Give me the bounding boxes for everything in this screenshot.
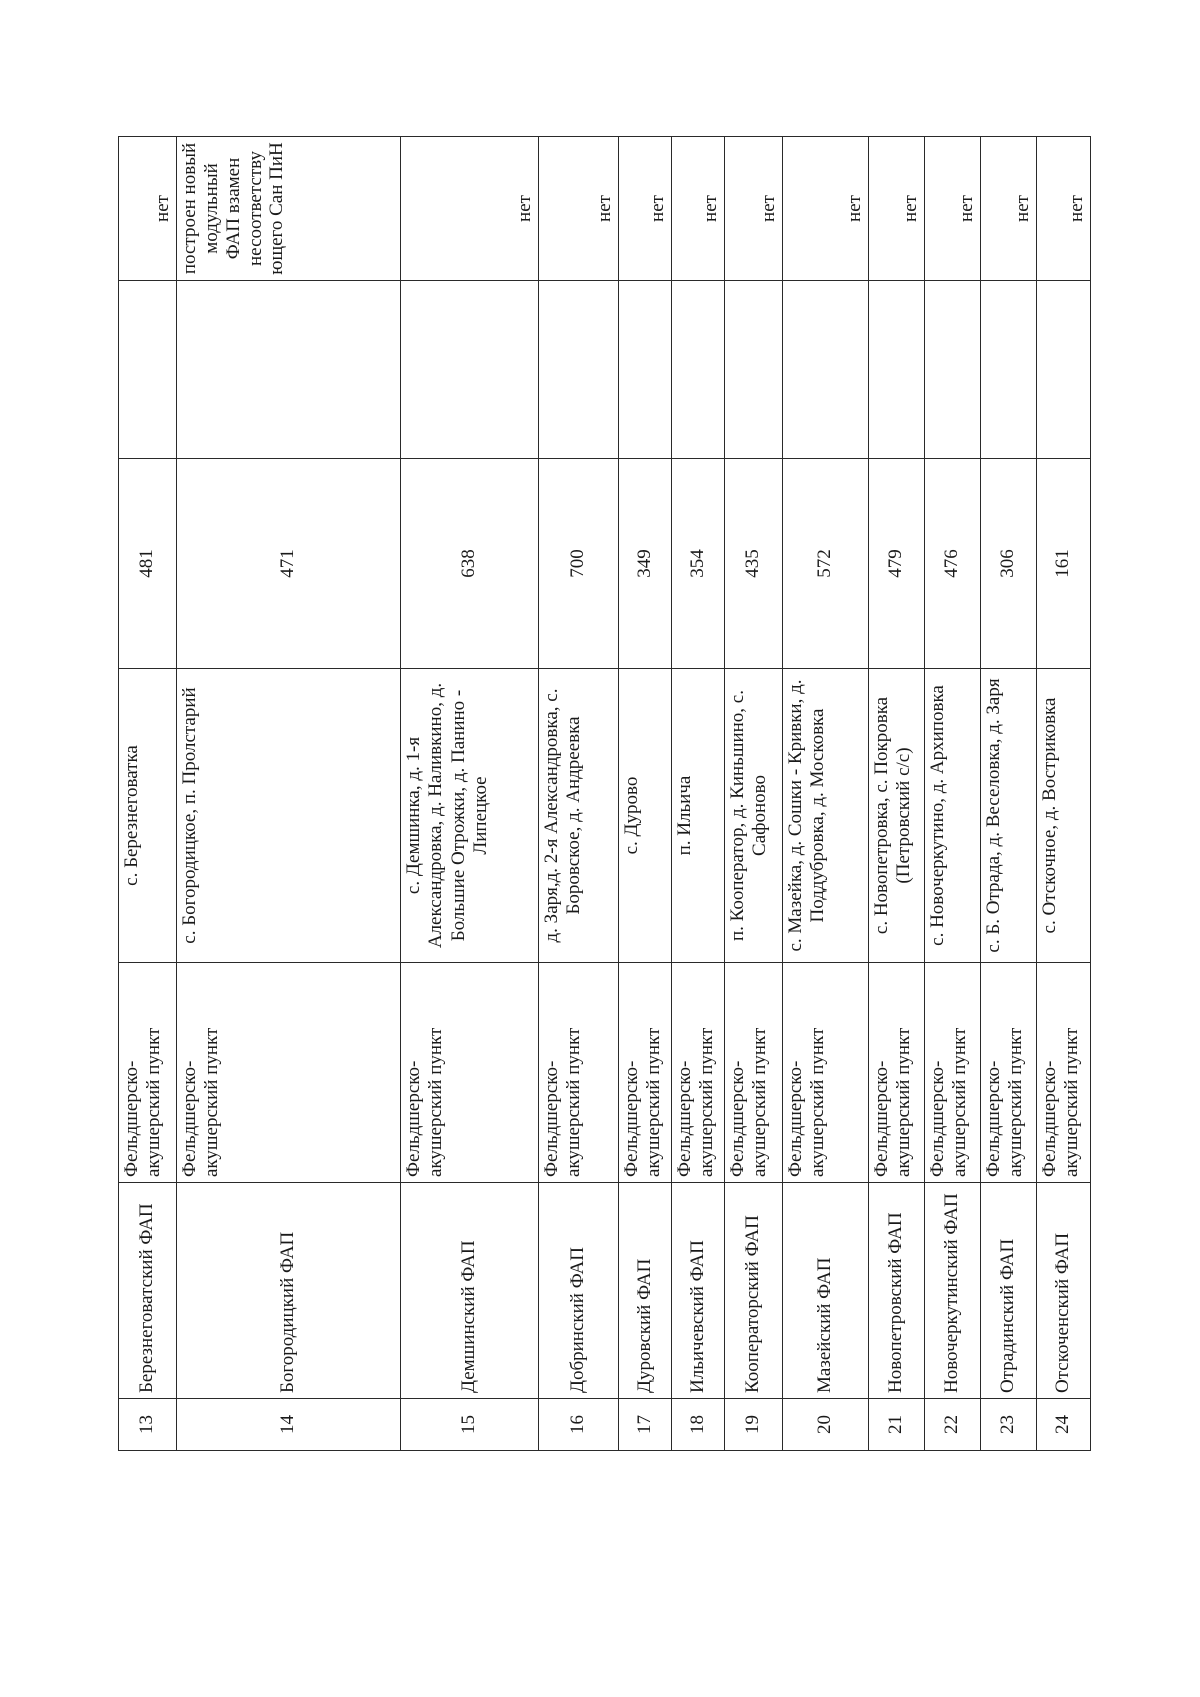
row-number: 19 — [725, 1399, 783, 1451]
fap-name: Богородицкий ФАП — [177, 1183, 401, 1399]
institution-type: Фельдшерско-акушерский пункт — [672, 963, 725, 1183]
fap-name: Демшинский ФАП — [401, 1183, 539, 1399]
fap-name: Отскоченский ФАП — [1037, 1183, 1091, 1399]
empty-cell — [783, 281, 869, 459]
institution-type: Фельдшерско-акушерский пункт — [869, 963, 925, 1183]
served-localities: с. Березнеговатка — [119, 669, 177, 963]
table-row — [539, 137, 619, 1451]
empty-cell — [177, 281, 401, 459]
institution-type: Фельдшерско-акушерский пункт — [783, 963, 869, 1183]
population-count: 638 — [401, 459, 539, 669]
served-localities: с. Новопетровка, с. Покровка (Петровский с/с) — [869, 669, 925, 963]
population-count: 572 — [783, 459, 869, 669]
population-count: 349 — [619, 459, 672, 669]
fap-name: Отрадинский ФАП — [981, 1183, 1037, 1399]
note-cell: нет — [925, 137, 981, 281]
table-row — [119, 137, 177, 1451]
served-localities: п. Ильича — [672, 669, 725, 963]
row-number: 21 — [869, 1399, 925, 1451]
population-count: 435 — [725, 459, 783, 669]
row-number: 22 — [925, 1399, 981, 1451]
fap-name: Новочеркутинский ФАП — [925, 1183, 981, 1399]
table-row — [1037, 137, 1091, 1451]
served-localities: с. Дурово — [619, 669, 672, 963]
note-cell: нет — [1037, 137, 1091, 281]
served-localities: с. Демшинка, д. 1-я Александровка, д. Наливкино, д. Большие Отрожки, д. Панино - Липецкое — [401, 669, 539, 963]
table-row — [925, 137, 981, 1451]
empty-cell — [672, 281, 725, 459]
fap-name: Новопетровский ФАП — [869, 1183, 925, 1399]
population-count: 700 — [539, 459, 619, 669]
empty-cell — [619, 281, 672, 459]
note-cell: нет — [783, 137, 869, 281]
institution-type: Фельдшерско-акушерский пункт — [1037, 963, 1091, 1183]
empty-cell — [539, 281, 619, 459]
institution-type: Фельдшерско-акушерский пункт — [539, 963, 619, 1183]
table-row — [869, 137, 925, 1451]
institution-type: Фельдшерско-акушерский пункт — [925, 963, 981, 1183]
table-row — [401, 137, 539, 1451]
population-count: 354 — [672, 459, 725, 669]
institution-type: Фельдшерско-акушерский пункт — [177, 963, 401, 1183]
served-localities: с. Новочеркутино, д. Архиповка — [925, 669, 981, 963]
note-cell: нет — [539, 137, 619, 281]
note-cell: нет — [619, 137, 672, 281]
row-number: 23 — [981, 1399, 1037, 1451]
table-row — [672, 137, 725, 1451]
note-cell: нет — [981, 137, 1037, 281]
row-number: 13 — [119, 1399, 177, 1451]
note-cell: нет — [401, 137, 539, 281]
row-number: 14 — [177, 1399, 401, 1451]
table-row — [981, 137, 1037, 1451]
row-number: 15 — [401, 1399, 539, 1451]
institution-type: Фельдшерско-акушерский пункт — [725, 963, 783, 1183]
empty-cell — [119, 281, 177, 459]
empty-cell — [725, 281, 783, 459]
fap-name: Кооператорский ФАП — [725, 1183, 783, 1399]
served-localities: д. Заря,д. 2-я Александровка, с. Боровское, д. Андреевка — [539, 669, 619, 963]
row-number: 16 — [539, 1399, 619, 1451]
served-localities: с. Б. Отрада, д. Веселовка, д. Заря — [981, 669, 1037, 963]
table-row — [177, 137, 401, 1451]
population-count: 479 — [869, 459, 925, 669]
institution-type: Фельдшерско-акушерский пункт — [619, 963, 672, 1183]
note-cell: построен новый модульный ФАП взамен несоответству ющего Сан ПиН — [177, 137, 401, 281]
note-cell: нет — [869, 137, 925, 281]
empty-cell — [1037, 281, 1091, 459]
fap-table — [118, 136, 1091, 1451]
institution-type: Фельдшерско-акушерский пункт — [981, 963, 1037, 1183]
note-cell: нет — [672, 137, 725, 281]
served-localities: с. Богородицкое, п. Пролстарий — [177, 669, 401, 963]
population-count: 476 — [925, 459, 981, 669]
fap-name: Добринский ФАП — [539, 1183, 619, 1399]
empty-cell — [981, 281, 1037, 459]
empty-cell — [401, 281, 539, 459]
served-localities: п. Кооператор, д. Киньшино, с. Сафоново — [725, 669, 783, 963]
row-number: 20 — [783, 1399, 869, 1451]
fap-name: Дуровский ФАП — [619, 1183, 672, 1399]
fap-name: Березнеговатский ФАП — [119, 1183, 177, 1399]
population-count: 481 — [119, 459, 177, 669]
population-count: 161 — [1037, 459, 1091, 669]
empty-cell — [925, 281, 981, 459]
population-count: 306 — [981, 459, 1037, 669]
empty-cell — [869, 281, 925, 459]
table-row — [725, 137, 783, 1451]
rotated-table-wrapper — [118, 137, 1087, 1451]
table-row — [783, 137, 869, 1451]
institution-type: Фельдшерско-акушерский пункт — [401, 963, 539, 1183]
institution-type: Фельдшерско-акушерский пункт — [119, 963, 177, 1183]
row-number: 17 — [619, 1399, 672, 1451]
row-number: 18 — [672, 1399, 725, 1451]
fap-name: Ильичевский ФАП — [672, 1183, 725, 1399]
table-row — [619, 137, 672, 1451]
served-localities: с. Мазейка, д. Сошки - Кривки, д. Поддубровка, д. Московка — [783, 669, 869, 963]
row-number: 24 — [1037, 1399, 1091, 1451]
population-count: 471 — [177, 459, 401, 669]
fap-name: Мазейский ФАП — [783, 1183, 869, 1399]
note-cell: нет — [725, 137, 783, 281]
note-cell: нет — [119, 137, 177, 281]
served-localities: с. Отскочное, д. Востриковка — [1037, 669, 1091, 963]
